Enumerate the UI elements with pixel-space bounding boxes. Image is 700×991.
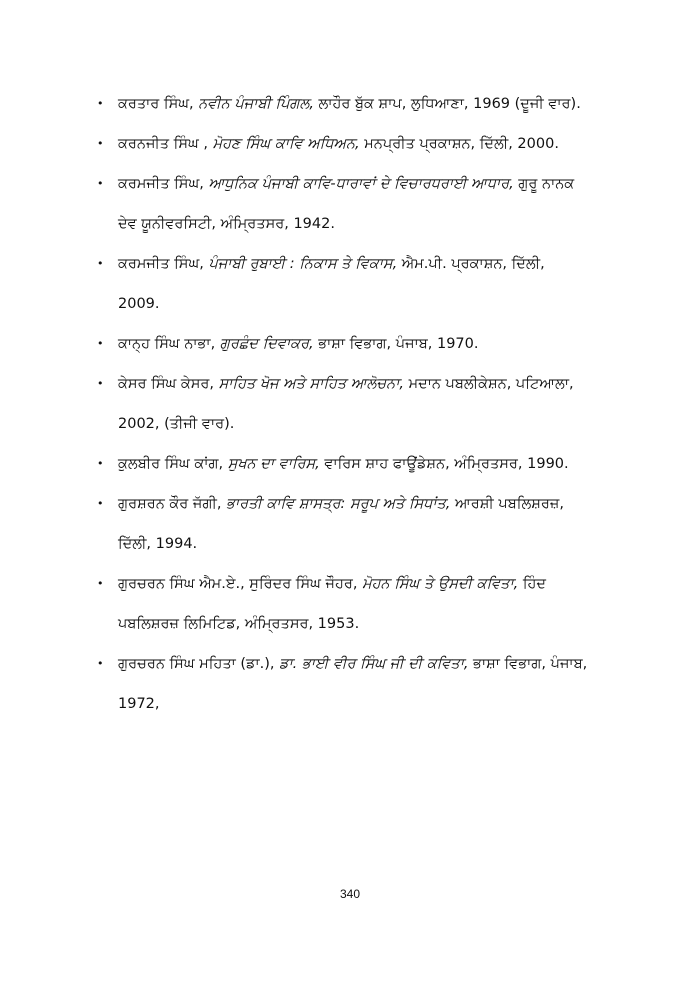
bibliography-entry: [97, 484, 588, 564]
entry-author: ਕਰਨਜੀਤ ਸਿੰਘ ,: [118, 136, 213, 152]
entry-author: ਕੇਸਰ ਸਿੰਘ ਕੇਸਰ,: [118, 376, 219, 392]
entry-publication: ਹਿੰਦ ਪਬਲਿਸ਼ਰਜ਼ ਲਿਮਿਟਿਡ, ਅੰਮ੍ਰਿਤਸਰ, 1953.: [118, 576, 547, 632]
bullet-icon: •: [97, 377, 104, 390]
entry-title: ਸੁਖਨ ਦਾ ਵਾਰਿਸ,: [227, 456, 320, 472]
entry-title: ਗੁਰਛੰਦ ਦਿਵਾਕਰ,: [219, 336, 314, 352]
page-number: 340: [339, 887, 361, 901]
bibliography-entry: [97, 324, 588, 364]
entry-author: ਕਰਮਜੀਤ ਸਿੰਘ,: [118, 176, 209, 192]
bullet-icon: •: [97, 177, 104, 190]
entry-title: ਪੰਜਾਬੀ ਰੁਬਾਈ : ਨਿਕਾਸ ਤੇ ਵਿਕਾਸ,: [208, 256, 398, 272]
bullet-icon: •: [97, 657, 104, 670]
bullet-icon: •: [97, 97, 104, 110]
entry-author: ਕੁਲਬੀਰ ਸਿੰਘ ਕਾਂਗ,: [118, 456, 228, 472]
bibliography-entry: [97, 124, 588, 164]
entry-publication: ਆਰਸ਼ੀ ਪਬਲਿਸ਼ਰਜ਼, ਦਿੱਲੀ, 1994.: [118, 496, 564, 552]
entry-publication: ਗੁਰੂ ਨਾਨਕ ਦੇਵ ਯੂਨੀਵਰਸਿਟੀ, ਅੰਮ੍ਰਿਤਸਰ, 1942.: [118, 176, 575, 232]
entry-publication: ਲਾਹੌਰ ਬੁੱਕ ਸ਼ਾਪ, ਲੁਧਿਆਣਾ, 1969 (ਦੂਜੀ ਵਾਰ).: [313, 96, 581, 112]
entry-title: ਮੋਹਨ ਸਿੰਘ ਤੇ ਉਸਦੀ ਕਵਿਤਾ,: [362, 576, 519, 592]
bibliography-entry: [97, 84, 588, 124]
entry-author: ਗੁਰਚਰਨ ਸਿੰਘ ਮਹਿਤਾ (ਡਾ.),: [118, 656, 280, 672]
entry-author: ਗੁਰਚਰਨ ਸਿੰਘ ਐਮ.ਏ., ਸੁਰਿੰਦਰ ਸਿੰਘ ਜੌਹਰ,: [118, 576, 363, 592]
bibliography-list: [97, 84, 588, 724]
bullet-icon: •: [97, 137, 104, 150]
bullet-icon: •: [97, 457, 104, 470]
entry-publication: ਭਾਸ਼ਾ ਵਿਭਾਗ, ਪੰਜਾਬ, 1972,: [118, 656, 588, 712]
entry-publication: ਮਦਾਨ ਪਬਲੀਕੇਸ਼ਨ, ਪਟਿਆਲਾ, 2002, (ਤੀਜੀ ਵਾਰ).: [118, 376, 574, 432]
bibliography-entry: [97, 164, 588, 244]
entry-title: ਡਾ. ਭਾਈ ਵੀਰ ਸਿੰਘ ਜੀ ਦੀ ਕਵਿਤਾ,: [279, 656, 469, 672]
entry-title: ਨਵੀਨ ਪੰਜਾਬੀ ਪਿੰਗਲ,: [198, 96, 314, 112]
entry-title: ਮੋਹਣ ਸਿੰਘ ਕਾਵਿ ਅਧਿਅਨ,: [212, 136, 360, 152]
bibliography-entry: [97, 364, 588, 444]
entry-author: ਕਰਤਾਰ ਸਿੰਘ,: [118, 96, 199, 112]
entry-author: ਕਾਨ੍ਹ ਸਿੰਘ ਨਾਭਾ,: [118, 336, 220, 352]
entry-publication: ਵਾਰਿਸ ਸ਼ਾਹ ਫਾਊਂਡੇਸ਼ਨ, ਅੰਮ੍ਰਿਤਸਰ, 1990.: [319, 456, 569, 472]
bibliography-entry: [97, 244, 588, 324]
bibliography-entry: [97, 644, 588, 724]
bibliography-entry: [97, 444, 588, 484]
bullet-icon: •: [97, 577, 104, 590]
entry-author: ਗੁਰਸ਼ਰਨ ਕੌਰ ਜੱਗੀ,: [118, 496, 227, 512]
entry-publication: ਐਮ.ਪੀ. ਪ੍ਰਕਾਸ਼ਨ, ਦਿੱਲੀ, 2009.: [118, 256, 545, 312]
entry-author: ਕਰਮਜੀਤ ਸਿੰਘ,: [118, 256, 209, 272]
bullet-icon: •: [97, 337, 104, 350]
bullet-icon: •: [97, 257, 104, 270]
entry-publication: ਮਨਪ੍ਰੀਤ ਪ੍ਰਕਾਸ਼ਨ, ਦਿੱਲੀ, 2000.: [359, 136, 559, 152]
entry-title: ਭਾਰਤੀ ਕਾਵਿ ਸ਼ਾਸਤ੍ਰ: ਸਰੂਪ ਅਤੇ ਸਿਧਾਂਤ,: [226, 496, 451, 512]
entry-title: ਆਧੁਨਿਕ ਪੰਜਾਬੀ ਕਾਵਿ-ਧਾਰਾਵਾਂ ਦੇ ਵਿਚਾਰਧਰਾਈ ਆਧਾਰ,: [208, 176, 514, 192]
entry-publication: ਭਾਸ਼ਾ ਵਿਭਾਗ, ਪੰਜਾਬ, 1970.: [313, 336, 479, 352]
bullet-icon: •: [97, 497, 104, 510]
entry-title: ਸਾਹਿਤ ਖੋਜ ਅਤੇ ਸਾਹਿਤ ਆਲੋਚਨਾ,: [218, 376, 404, 392]
bibliography-entry: [97, 564, 588, 644]
